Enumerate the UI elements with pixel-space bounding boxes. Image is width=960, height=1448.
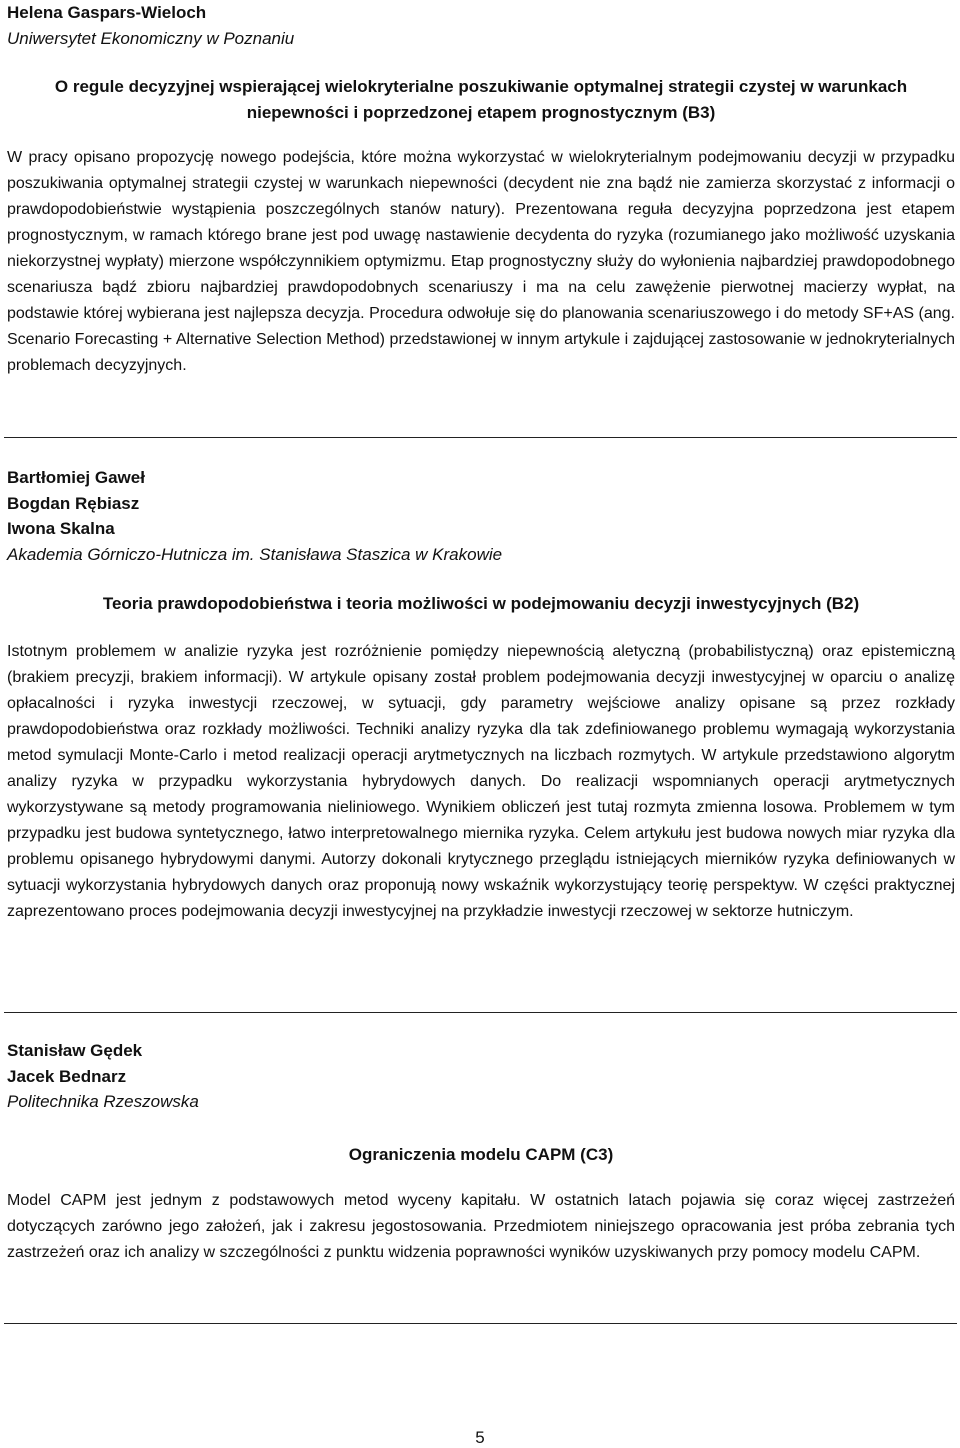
section-divider <box>4 437 957 438</box>
page-number: 5 <box>475 1428 485 1447</box>
author-name: Jacek Bednarz <box>7 1066 127 1086</box>
author-name: Bogdan Rębiasz <box>7 493 140 513</box>
author-name: Bartłomiej Gaweł <box>7 468 145 487</box>
author-affiliation: Akademia Górniczo-Hutnicza im. Stanisława Staszica w Krakowie <box>7 544 503 564</box>
abstract-body: Model CAPM jest jednym z podstawowych metod wyceny kapitału. W ostatnich latach pojawia się coraz więcej zastrzeżeń dotyczących zarówno jego założeń, jak i zakresu jegostosowania. Przedmiotem niniejszego opracowania jest próba zebrania tych zastrzeżeń oraz ich analizy w szczególności z punktu widzenia poprawności wyników uzyskiwanych przy pomocy modelu CAPM. <box>7 1192 955 1261</box>
author-affiliation: Politechnika Rzeszowska <box>7 1092 199 1111</box>
author-affiliation: Uniwersytet Ekonomiczny w Poznaniu <box>7 28 295 48</box>
abstract-title: Ograniczenia modelu CAPM (C3) <box>348 1144 614 1164</box>
abstract-body: W pracy opisano propozycję nowego podejścia, które można wykorzystać w wielokryterialnym podejmowaniu decyzji w przypadku poszukiwania optymalnej strategii czystej w warunkach niepewności (decydent nie zna bądź nie zamierza skorzystać z informacji o prawdopodobieństwie wystąpienia poszczególnych stanów natury). Prezentowana reguła decyzyjna poprzedzona jest etapem prognostycznym, w ramach którego brane jest pod uwagę nastawienie decydenta do ryzyka (rozumianego jako możliwość uzyskania niekorzystnej wypłaty) mierzone współczynnikiem optymizmu. Etap prognostyczny służy do wyłonienia najbardziej prawdopodobnego scenariusza bądź zbioru najbardziej prawdopodobnych scenariuszy i ma na celu zawężenie pierwotnej macierzy wypłat, na podstawie której wybierana jest najlepsza decyzja. Procedura odwołuje się do planowania scenariuszowego i do metody SF+AS (ang. Scenario Forecasting + Alternative Selection Method) przedstawionej w innym artykule i zajdującej zastosowanie w jednokryterialnych problemach decyzyjnych. <box>7 149 955 374</box>
author-name: Stanisław Gędek <box>7 1041 143 1060</box>
author-name: Helena Gaspars-Wieloch <box>7 3 207 22</box>
abstract-title: O regule decyzyjnej wspierającej wielokryterialne poszukiwanie optymalnej strategii czystej w warunkach niepewności i poprzedzonej etapem prognostycznym (B3) <box>54 77 908 122</box>
section-divider <box>4 1012 957 1013</box>
section-divider <box>4 1323 957 1324</box>
abstract-section-1 <box>7 0 955 379</box>
author-name: Iwona Skalna <box>7 519 115 538</box>
abstract-body: Istotnym problemem w analizie ryzyka jest rozróżnienie pomiędzy niepewnością aletyczną (probabilistyczną) oraz epistemiczną (brakiem precyzji, brakiem informacji). W artykule opisany został problem podejmowania decyzji inwestycyjnej w oparciu o analizę opłacalności i ryzyka inwestycji rzeczowej, w sytuacji, gdy parametry wejściowe analizy opisane są przez rozkłady prawdopodobieństwa oraz rozkłady możliwości. Techniki analizy ryzyka dla tak zdefiniowanego problemu wymagają wykorzystania metod symulacji Monte-Carlo i metod realizacji operacji arytmetycznych na liczbach rozmytych. W artykule przedstawiono algorytm analizy ryzyka w przypadku wykorzystania hybrydowych danych. Do realizacji wspomnianych operacji arytmetycznych wykorzystywane są metody programowania nieliniowego. Wynikiem obliczeń jest tutaj rozmyta zmienna losowa. Problemem w tym przypadku jest budowa syntetycznego, łatwo interpretowalnego miernika ryzyka. Celem artykułu jest budowa nowych miar ryzyka dla problemu opisanego hybrydowymi danymi. Autorzy dokonali krytycznego przeglądu istniejących mierników ryzyka definiowanych w sytuacji wykorzystania hybrydowych danych oraz proponują nowy wskaźnik wykorzystujący teorię perspektyw. W części praktycznej zaprezentowano proces podejmowania decyzji inwestycyjnej na przykładzie inwestycji rzeczowej w sektorze hutniczym. <box>7 642 955 920</box>
abstract-section-3 <box>7 1038 955 1266</box>
abstract-section-2 <box>7 465 955 925</box>
abstract-title: Teoria prawdopodobieństwa i teoria możliwości w podejmowaniu decyzji inwestycyjnych (B2) <box>102 594 860 613</box>
